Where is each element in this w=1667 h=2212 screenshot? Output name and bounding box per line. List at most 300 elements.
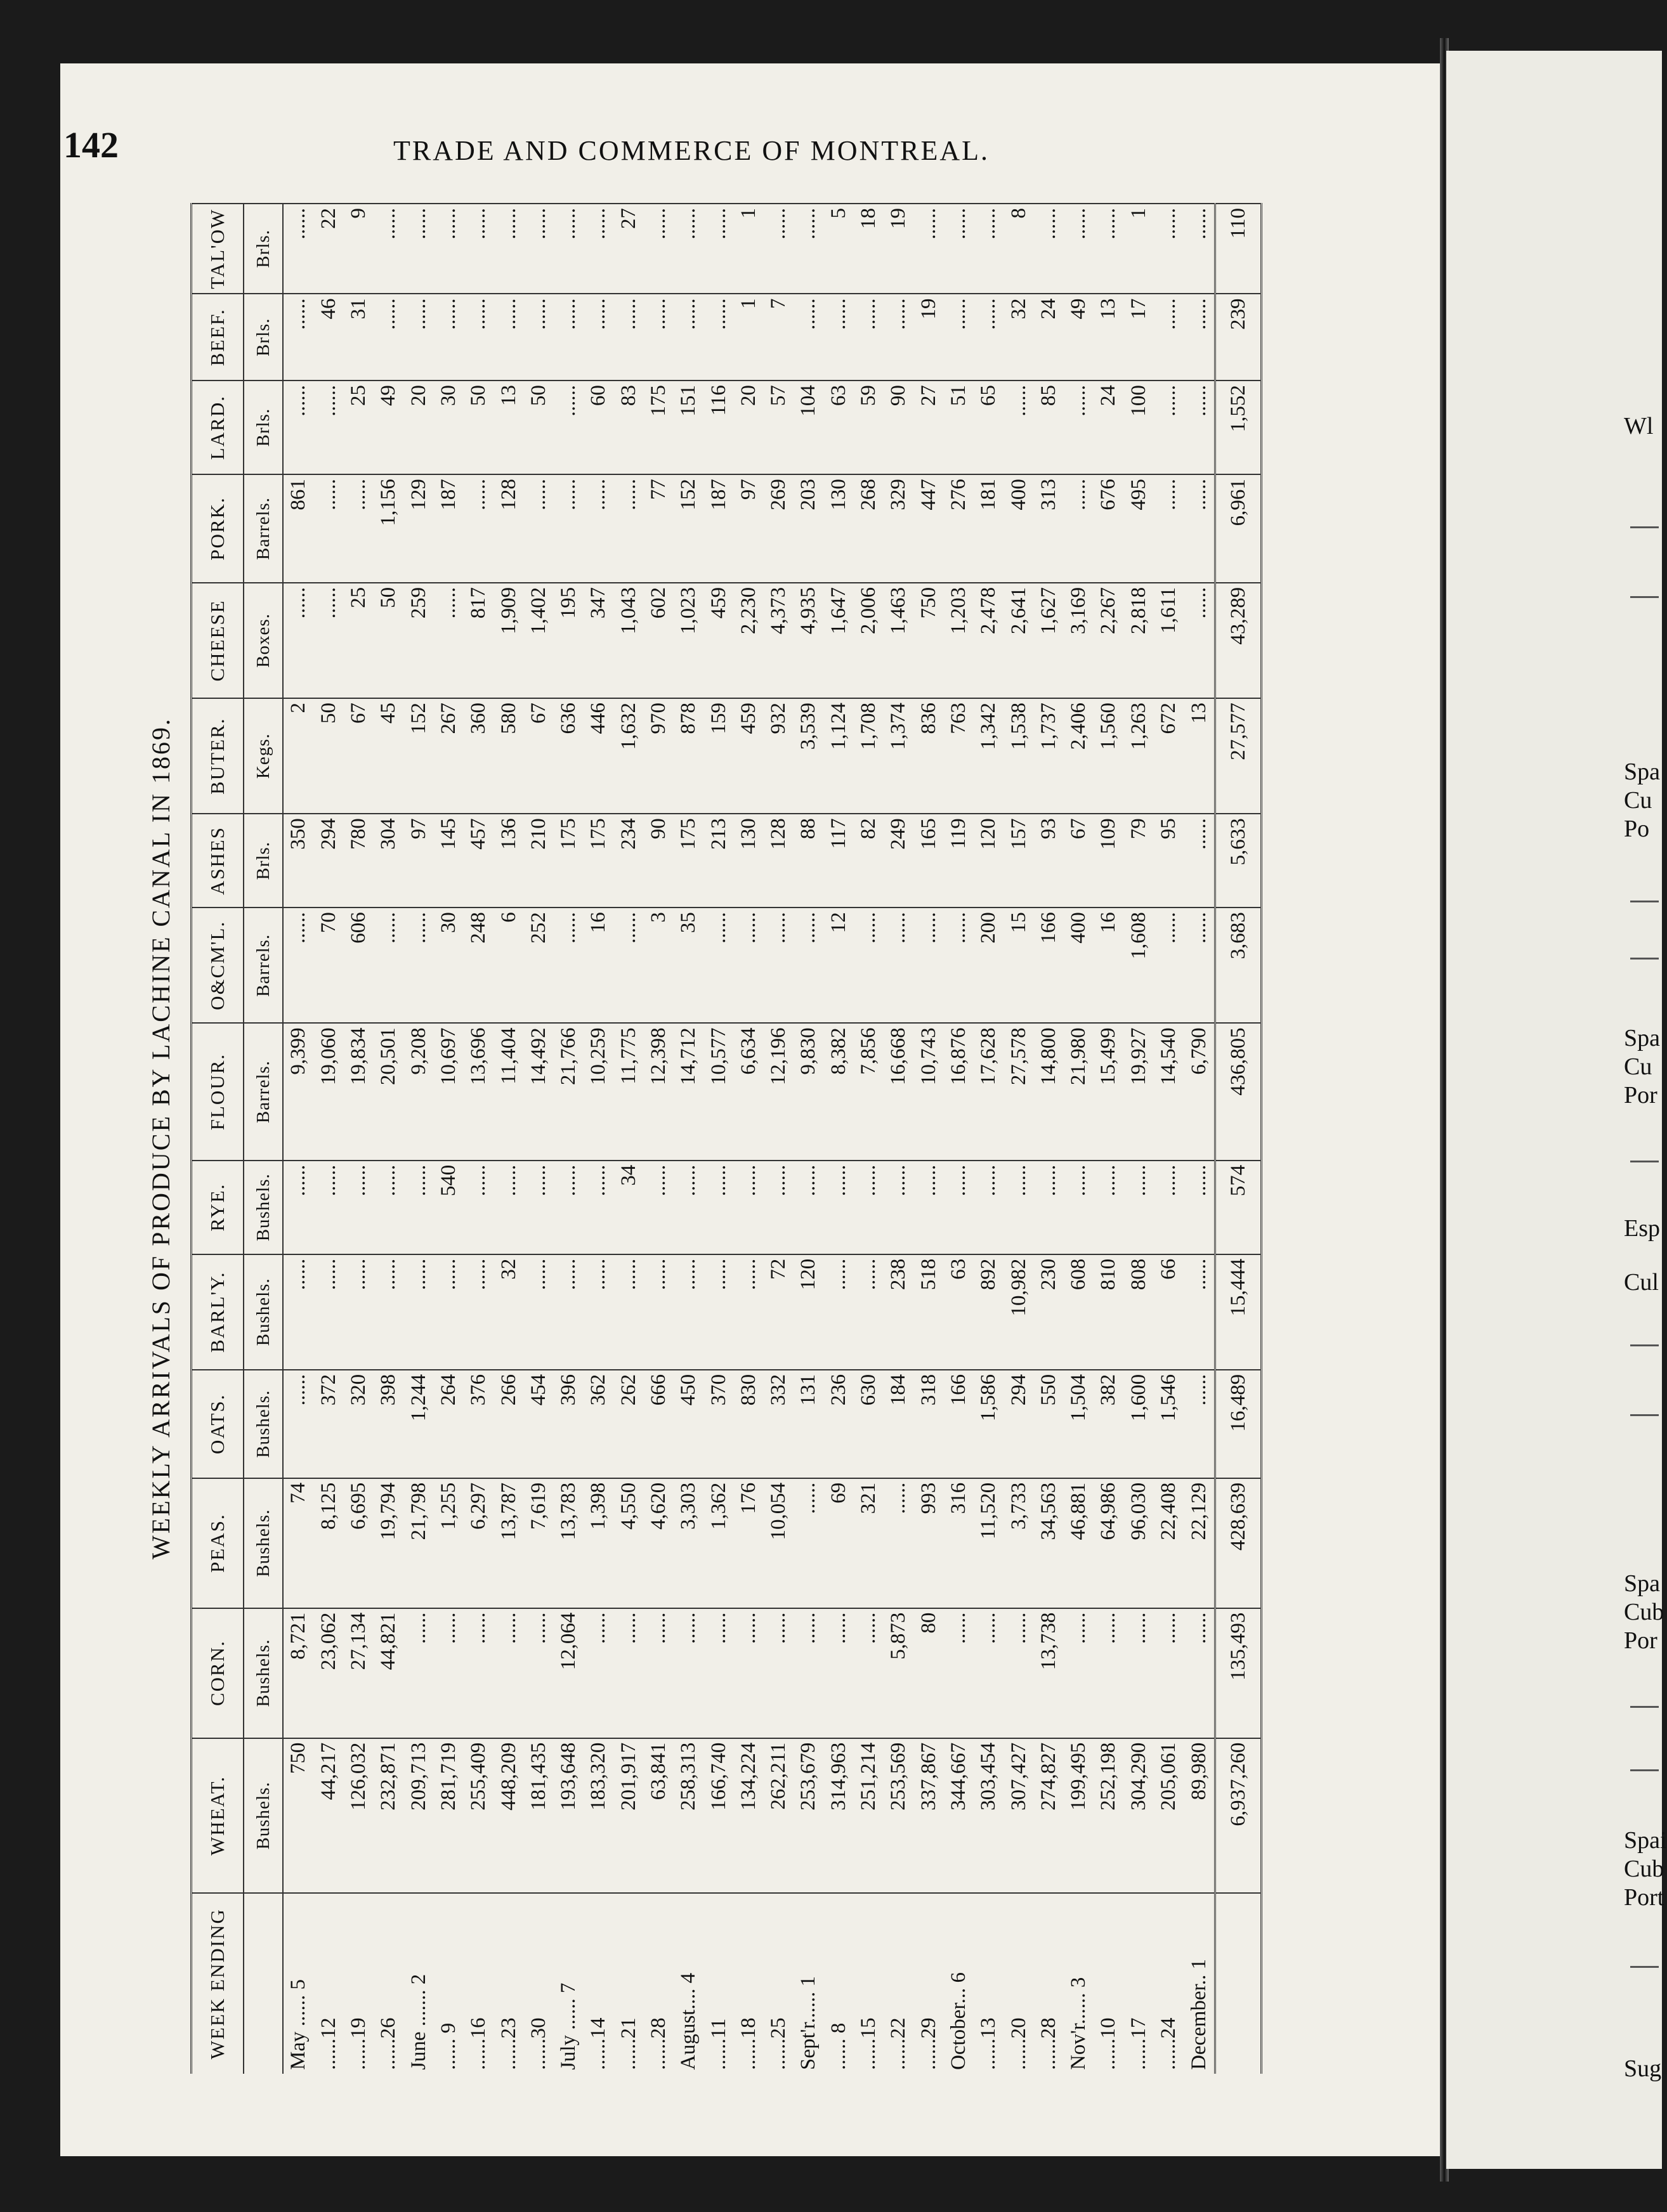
value-cell: 83 xyxy=(614,381,644,474)
column-unit: Boxes. xyxy=(244,583,283,698)
right-page-rule xyxy=(1630,526,1659,528)
value-cell: 370 xyxy=(703,1370,733,1478)
value-cell: ...... xyxy=(374,294,403,381)
table-row xyxy=(434,204,464,2074)
value-cell: 166 xyxy=(944,1370,974,1478)
table-row xyxy=(644,204,674,2074)
week-cell: ......28 xyxy=(1034,1893,1064,2074)
value-cell: ...... xyxy=(854,1161,884,1254)
table-row xyxy=(374,204,403,2074)
value-cell: 27 xyxy=(614,204,644,294)
value-cell: 382 xyxy=(1094,1370,1123,1478)
table-row xyxy=(703,204,733,2074)
value-cell: ...... xyxy=(703,1161,733,1254)
value-cell: ...... xyxy=(314,381,344,474)
value-cell: ...... xyxy=(644,1608,674,1738)
value-cell: 318 xyxy=(914,1370,944,1478)
value-cell: 1,627 xyxy=(1034,583,1064,698)
value-cell: 347 xyxy=(584,583,613,698)
value-cell: 21,766 xyxy=(554,1023,584,1160)
week-cell: ......25 xyxy=(764,1893,794,2074)
value-cell: ...... xyxy=(884,908,913,1023)
value-cell: 495 xyxy=(1124,474,1154,583)
value-cell: 13 xyxy=(1184,698,1215,814)
right-page-fragment: Cub xyxy=(1624,1599,1664,1625)
value-cell: 294 xyxy=(1003,1370,1033,1478)
value-cell: 70 xyxy=(314,908,344,1023)
value-cell: ...... xyxy=(944,204,974,294)
week-cell: August.... 4 xyxy=(674,1893,703,2074)
value-cell: 808 xyxy=(1124,1254,1154,1370)
value-cell: 97 xyxy=(734,474,764,583)
table-row xyxy=(764,204,794,2074)
column-unit: Barrels. xyxy=(244,1023,283,1160)
value-cell: ...... xyxy=(283,294,314,381)
value-cell: 1,647 xyxy=(824,583,854,698)
value-cell: ...... xyxy=(344,1254,374,1370)
column-header: PEAS. xyxy=(192,1478,244,1608)
week-cell: ......14 xyxy=(584,1893,613,2074)
value-cell: 50 xyxy=(524,381,554,474)
value-cell: 130 xyxy=(824,474,854,583)
value-cell: ...... xyxy=(674,1161,703,1254)
week-cell: October... 6 xyxy=(944,1893,974,2074)
value-cell: ...... xyxy=(1184,204,1215,294)
total-cell xyxy=(1215,1893,1262,2074)
column-unit: Bushels. xyxy=(244,1161,283,1254)
right-page-rule xyxy=(1630,1769,1659,1771)
value-cell: 1,538 xyxy=(1003,698,1033,814)
value-cell: 13,738 xyxy=(1034,1608,1064,1738)
value-cell: 249 xyxy=(884,814,913,908)
value-cell: ...... xyxy=(344,474,374,583)
value-cell: 970 xyxy=(644,698,674,814)
week-cell: ......19 xyxy=(344,1893,374,2074)
value-cell: 96,030 xyxy=(1124,1478,1154,1608)
column-header: BUTER. xyxy=(192,698,244,814)
value-cell: 580 xyxy=(494,698,523,814)
week-cell: May ...... 5 xyxy=(283,1893,314,2074)
value-cell: 25 xyxy=(344,583,374,698)
value-cell: 10,054 xyxy=(764,1478,794,1608)
value-cell: ...... xyxy=(374,908,403,1023)
value-cell: 1,244 xyxy=(403,1370,433,1478)
value-cell: 268 xyxy=(854,474,884,583)
column-header: WHEAT. xyxy=(192,1738,244,1894)
right-page-fragment: Cu xyxy=(1624,787,1652,814)
value-cell: 1,586 xyxy=(974,1370,1003,1478)
value-cell: 6 xyxy=(494,908,523,1023)
total-cell: 5,633 xyxy=(1215,814,1262,908)
value-cell: 50 xyxy=(464,381,494,474)
value-cell: ...... xyxy=(283,1370,314,1478)
table-row xyxy=(344,204,374,2074)
value-cell: 281,719 xyxy=(434,1738,464,1894)
value-cell: 183,320 xyxy=(584,1738,613,1894)
value-cell: 2,230 xyxy=(734,583,764,698)
value-cell: ...... xyxy=(314,1254,344,1370)
value-cell: 50 xyxy=(374,583,403,698)
table-row xyxy=(464,204,494,2074)
week-cell: ......12 xyxy=(314,1893,344,2074)
value-cell: ...... xyxy=(1184,381,1215,474)
value-cell: 90 xyxy=(884,381,913,474)
value-cell: ...... xyxy=(554,1254,584,1370)
value-cell: 253,679 xyxy=(794,1738,823,1894)
value-cell: 676 xyxy=(1094,474,1123,583)
value-cell: ...... xyxy=(764,1161,794,1254)
value-cell: 362 xyxy=(584,1370,613,1478)
value-cell: 145 xyxy=(434,814,464,908)
value-cell: 1,504 xyxy=(1064,1370,1094,1478)
value-cell: 14,712 xyxy=(674,1023,703,1160)
value-cell: ...... xyxy=(434,294,464,381)
value-cell: 550 xyxy=(1034,1370,1064,1478)
value-cell: 176 xyxy=(734,1478,764,1608)
value-cell: ...... xyxy=(884,294,913,381)
value-cell: 17 xyxy=(1124,294,1154,381)
value-cell: 274,827 xyxy=(1034,1738,1064,1894)
value-cell: 6,790 xyxy=(1184,1023,1215,1160)
value-cell: 27,578 xyxy=(1003,1023,1033,1160)
table-row xyxy=(614,204,644,2074)
value-cell: ...... xyxy=(764,204,794,294)
value-cell: ...... xyxy=(494,204,523,294)
value-cell: 72 xyxy=(764,1254,794,1370)
value-cell: 376 xyxy=(464,1370,494,1478)
value-cell: 129 xyxy=(403,474,433,583)
value-cell: 258,313 xyxy=(674,1738,703,1894)
value-cell: 25 xyxy=(344,381,374,474)
value-cell: ...... xyxy=(434,583,464,698)
value-cell: 134,224 xyxy=(734,1738,764,1894)
value-cell: 49 xyxy=(1064,294,1094,381)
value-cell: 131 xyxy=(794,1370,823,1478)
value-cell: 1,263 xyxy=(1124,698,1154,814)
value-cell: 1,909 xyxy=(494,583,523,698)
value-cell: ...... xyxy=(854,294,884,381)
value-cell: ...... xyxy=(434,1608,464,1738)
week-cell: Sept'r...... 1 xyxy=(794,1893,823,2074)
value-cell: 51 xyxy=(944,381,974,474)
value-cell: ...... xyxy=(614,294,644,381)
value-cell: 126,032 xyxy=(344,1738,374,1894)
right-page-fragment: Por xyxy=(1624,1082,1657,1109)
column-header: PORK. xyxy=(192,474,244,583)
value-cell: 200 xyxy=(974,908,1003,1023)
value-cell: ...... xyxy=(464,1161,494,1254)
value-cell: ...... xyxy=(703,1608,733,1738)
value-cell: 836 xyxy=(914,698,944,814)
value-cell: 262,211 xyxy=(764,1738,794,1894)
value-cell: 13 xyxy=(1094,294,1123,381)
value-cell: 80 xyxy=(914,1608,944,1738)
value-cell: 636 xyxy=(554,698,584,814)
value-cell: 19,794 xyxy=(374,1478,403,1608)
value-cell: ...... xyxy=(374,204,403,294)
value-cell: 518 xyxy=(914,1254,944,1370)
right-page-fragment: Cu xyxy=(1624,1053,1652,1080)
value-cell: 2,006 xyxy=(854,583,884,698)
value-cell: ...... xyxy=(944,294,974,381)
value-cell: 16 xyxy=(584,908,613,1023)
value-cell: ...... xyxy=(283,908,314,1023)
value-cell: ...... xyxy=(434,204,464,294)
value-cell: 602 xyxy=(644,583,674,698)
value-cell: ...... xyxy=(884,1478,913,1608)
value-cell: 3,303 xyxy=(674,1478,703,1608)
value-cell: ...... xyxy=(854,1608,884,1738)
value-cell: 11,404 xyxy=(494,1023,523,1160)
value-cell: 313 xyxy=(1034,474,1064,583)
value-cell: 1,611 xyxy=(1154,583,1184,698)
value-cell: ...... xyxy=(1064,204,1094,294)
week-cell: ......26 xyxy=(374,1893,403,2074)
total-cell: 574 xyxy=(1215,1161,1262,1254)
right-page-fragment: Port xyxy=(1624,1884,1664,1911)
value-cell: 1 xyxy=(1124,204,1154,294)
value-cell: 18 xyxy=(854,204,884,294)
value-cell: ...... xyxy=(1124,1161,1154,1254)
value-cell: 20 xyxy=(403,381,433,474)
value-cell: 2,818 xyxy=(1124,583,1154,698)
column-unit: Barrels. xyxy=(244,908,283,1023)
value-cell: 321 xyxy=(854,1478,884,1608)
table-row xyxy=(914,204,944,2074)
total-cell: 428,639 xyxy=(1215,1478,1262,1608)
column-unit: Bushels. xyxy=(244,1738,283,1894)
value-cell: 266 xyxy=(494,1370,523,1478)
value-cell: ...... xyxy=(554,1161,584,1254)
value-cell: 861 xyxy=(283,474,314,583)
value-cell: 6,297 xyxy=(464,1478,494,1608)
value-cell: 136 xyxy=(494,814,523,908)
value-cell: ...... xyxy=(464,1608,494,1738)
value-cell: 199,495 xyxy=(1064,1738,1094,1894)
value-cell: 46 xyxy=(314,294,344,381)
value-cell: 454 xyxy=(524,1370,554,1478)
week-cell: ......10 xyxy=(1094,1893,1123,2074)
value-cell: 830 xyxy=(734,1370,764,1478)
total-cell: 239 xyxy=(1215,294,1262,381)
value-cell: ...... xyxy=(494,1161,523,1254)
value-cell: 1,632 xyxy=(614,698,644,814)
value-cell: ...... xyxy=(1064,1161,1094,1254)
value-cell: ...... xyxy=(614,474,644,583)
value-cell: 90 xyxy=(644,814,674,908)
table-row xyxy=(1124,204,1154,2074)
value-cell: 4,373 xyxy=(764,583,794,698)
value-cell: ...... xyxy=(674,1608,703,1738)
value-cell: 151 xyxy=(674,381,703,474)
value-cell: 2,406 xyxy=(1064,698,1094,814)
value-cell: 13,787 xyxy=(494,1478,523,1608)
value-cell: ...... xyxy=(344,1161,374,1254)
value-cell: ...... xyxy=(554,204,584,294)
value-cell: 1,560 xyxy=(1094,698,1123,814)
value-cell: 1,398 xyxy=(584,1478,613,1608)
value-cell: ...... xyxy=(734,1254,764,1370)
value-cell: ...... xyxy=(944,1161,974,1254)
value-cell: 316 xyxy=(944,1478,974,1608)
total-cell: 110 xyxy=(1215,204,1262,294)
value-cell: 269 xyxy=(764,474,794,583)
value-cell: 166,740 xyxy=(703,1738,733,1894)
value-cell: 303,454 xyxy=(974,1738,1003,1894)
value-cell: 12 xyxy=(824,908,854,1023)
value-cell: 35 xyxy=(674,908,703,1023)
value-cell: 1,255 xyxy=(434,1478,464,1608)
column-header: OATS. xyxy=(192,1370,244,1478)
value-cell: 13,696 xyxy=(464,1023,494,1160)
value-cell: ...... xyxy=(944,908,974,1023)
value-cell: ...... xyxy=(1154,204,1184,294)
value-cell: 187 xyxy=(434,474,464,583)
column-unit: Bushels. xyxy=(244,1370,283,1478)
value-cell: 400 xyxy=(1003,474,1033,583)
value-cell: ...... xyxy=(764,908,794,1023)
value-cell: 166 xyxy=(1034,908,1064,1023)
value-cell: 19,927 xyxy=(1124,1023,1154,1160)
value-cell: ...... xyxy=(1094,1161,1123,1254)
column-unit: Brls. xyxy=(244,294,283,381)
column-header: RYE. xyxy=(192,1161,244,1254)
column-unit: Bushels. xyxy=(244,1608,283,1738)
table-row xyxy=(944,204,974,2074)
column-unit: Brls. xyxy=(244,381,283,474)
value-cell: 67 xyxy=(1064,814,1094,908)
value-cell: ...... xyxy=(884,1161,913,1254)
value-cell: 1 xyxy=(734,294,764,381)
value-cell: 1,043 xyxy=(614,583,644,698)
value-cell: ...... xyxy=(794,204,823,294)
value-cell: 9,208 xyxy=(403,1023,433,1160)
value-cell: 234 xyxy=(614,814,644,908)
value-cell: 13 xyxy=(494,381,523,474)
value-cell: 44,217 xyxy=(314,1738,344,1894)
value-cell: 1,374 xyxy=(884,698,913,814)
value-cell: ...... xyxy=(734,1161,764,1254)
value-cell: 13,783 xyxy=(554,1478,584,1608)
value-cell: 236 xyxy=(824,1370,854,1478)
value-cell: 1,402 xyxy=(524,583,554,698)
column-header: FLOUR. xyxy=(192,1023,244,1160)
value-cell: 152 xyxy=(674,474,703,583)
value-cell: ...... xyxy=(283,1161,314,1254)
right-page-fragment: Cub xyxy=(1624,1856,1664,1882)
value-cell: ...... xyxy=(314,583,344,698)
week-cell: ......11 xyxy=(703,1893,733,2074)
value-cell: 337,867 xyxy=(914,1738,944,1894)
value-cell: 203 xyxy=(794,474,823,583)
value-cell: ...... xyxy=(524,1161,554,1254)
week-cell: ......30 xyxy=(524,1893,554,2074)
right-page-fragment: Spai xyxy=(1624,1827,1667,1854)
value-cell: 304 xyxy=(374,814,403,908)
value-cell: 1,463 xyxy=(884,583,913,698)
value-cell: 120 xyxy=(794,1254,823,1370)
value-cell: 128 xyxy=(494,474,523,583)
rotated-table-block xyxy=(146,203,1281,2074)
right-page-fragment: Wl xyxy=(1624,413,1654,439)
column-header: BARL'Y. xyxy=(192,1254,244,1370)
value-cell: 1,737 xyxy=(1034,698,1064,814)
value-cell: 24 xyxy=(1034,294,1064,381)
value-cell: 252,198 xyxy=(1094,1738,1123,1894)
value-cell: 446 xyxy=(584,698,613,814)
value-cell: 1,342 xyxy=(974,698,1003,814)
week-cell: ......21 xyxy=(614,1893,644,2074)
value-cell: 294 xyxy=(314,814,344,908)
value-cell: ...... xyxy=(584,204,613,294)
value-cell: 232,871 xyxy=(374,1738,403,1894)
value-cell: 252 xyxy=(524,908,554,1023)
value-cell: ...... xyxy=(464,474,494,583)
value-cell: 128 xyxy=(764,814,794,908)
value-cell: 540 xyxy=(434,1161,464,1254)
column-unit: Bushels. xyxy=(244,1478,283,1608)
value-cell: 175 xyxy=(584,814,613,908)
value-cell: ...... xyxy=(314,1161,344,1254)
value-cell: ...... xyxy=(1003,1161,1033,1254)
value-cell: ...... xyxy=(283,381,314,474)
value-cell: ...... xyxy=(734,1608,764,1738)
value-cell: ...... xyxy=(644,204,674,294)
value-cell: 248 xyxy=(464,908,494,1023)
value-cell: ...... xyxy=(584,1608,613,1738)
week-cell: ......15 xyxy=(854,1893,884,2074)
table-row xyxy=(1184,204,1215,2074)
value-cell: 93 xyxy=(1034,814,1064,908)
total-cell: 1,552 xyxy=(1215,381,1262,474)
totals-row xyxy=(1215,204,1262,2074)
total-cell: 43,289 xyxy=(1215,583,1262,698)
value-cell: 175 xyxy=(674,814,703,908)
right-page-fragment: Spa xyxy=(1624,1025,1660,1051)
value-cell: 205,061 xyxy=(1154,1738,1184,1894)
value-cell: 878 xyxy=(674,698,703,814)
value-cell: 50 xyxy=(314,698,344,814)
value-cell: 3,539 xyxy=(794,698,823,814)
value-cell: ...... xyxy=(644,294,674,381)
value-cell: 20 xyxy=(734,381,764,474)
table-row xyxy=(1154,204,1184,2074)
table-row xyxy=(283,204,314,2074)
value-cell: ...... xyxy=(824,1608,854,1738)
value-cell: ...... xyxy=(1184,908,1215,1023)
value-cell: ...... xyxy=(403,294,433,381)
running-title: TRADE AND COMMERCE OF MONTREAL. xyxy=(393,135,990,166)
value-cell: ...... xyxy=(1003,1608,1033,1738)
value-cell: ...... xyxy=(1064,1608,1094,1738)
value-cell: 2 xyxy=(283,698,314,814)
value-cell: 16,876 xyxy=(944,1023,974,1160)
value-cell: ...... xyxy=(464,1254,494,1370)
value-cell: ...... xyxy=(283,1254,314,1370)
value-cell: 267 xyxy=(434,698,464,814)
total-cell: 16,489 xyxy=(1215,1370,1262,1478)
value-cell: ...... xyxy=(614,908,644,1023)
week-cell: ......23 xyxy=(494,1893,523,2074)
value-cell: 67 xyxy=(524,698,554,814)
value-cell: ...... xyxy=(374,1161,403,1254)
value-cell: 1,203 xyxy=(944,583,974,698)
value-cell: ...... xyxy=(374,1254,403,1370)
value-cell: ...... xyxy=(403,204,433,294)
right-page-rule xyxy=(1630,596,1659,598)
value-cell: ...... xyxy=(1094,1608,1123,1738)
week-cell: ......29 xyxy=(914,1893,944,2074)
